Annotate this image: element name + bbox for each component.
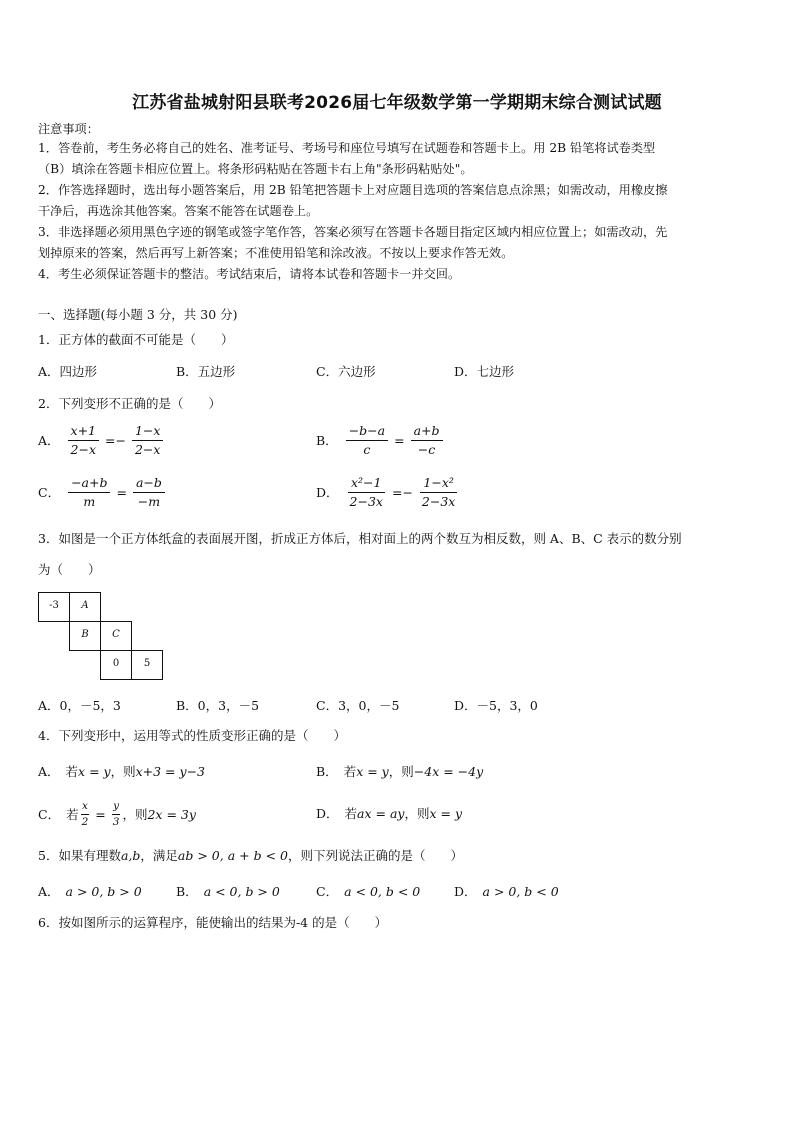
text: 若 [66, 807, 79, 822]
q4-option-c[interactable] [38, 797, 196, 831]
text: ，则 [110, 764, 136, 779]
math: ab > 0, a + b < 0 [177, 847, 288, 863]
option-label: C． [38, 807, 61, 822]
equals-sign: =− [391, 484, 413, 500]
notice-line: 3．非选择题必须用黑色字迹的钢笔或签字笔作答，答案必须写在答题卡各题目指定区域内相应位置上；如需改动，先 [38, 225, 668, 239]
question-5-stem [38, 846, 463, 864]
question-6-stem: 6．按如图所示的运算程序，能使输出的结果为-4 的是（ ） [38, 915, 388, 930]
text: 若 [343, 764, 357, 779]
net-cell: C [100, 621, 132, 651]
q4-option-b[interactable] [316, 762, 483, 780]
option-label: A． [38, 764, 60, 779]
question-3-stem-cont: 为（ ） [38, 562, 101, 577]
option-label: D． [454, 884, 477, 899]
math: a,b [120, 847, 141, 863]
q2-option-a[interactable] [38, 420, 165, 460]
q3-option-a[interactable]: A．0，－5，3 [38, 698, 121, 713]
q5-option-a[interactable] [38, 882, 142, 900]
text: ，则 [404, 806, 430, 821]
notice-line: 干净后，再选涂其他答案。答案不能答在试题卷上。 [38, 204, 319, 218]
q2-option-c[interactable] [38, 472, 167, 512]
q2-option-b[interactable] [316, 420, 445, 460]
net-cell: 5 [131, 650, 163, 680]
question-4-stem: 4．下列变形中，运用等式的性质变形正确的是（ ） [38, 728, 346, 743]
option-label: A． [38, 884, 60, 899]
fraction: $\frac{x+1}{2-x}$ [68, 424, 99, 457]
q4-option-a[interactable] [38, 762, 205, 780]
math: a < 0, b < 0 [344, 883, 421, 899]
math: ax = ay [357, 805, 405, 821]
q5-option-b[interactable] [176, 882, 280, 900]
notice-line: 1．答卷前，考生务必将自己的姓名、准考证号、考场号和座位号填写在试题卷和答题卡上。用 2B 铅笔将试卷类型 [38, 141, 656, 155]
text: 若 [65, 764, 79, 779]
q2-option-d[interactable] [316, 472, 460, 512]
notice-line: （B）填涂在答题卡相应位置上。将条形码粘贴在答题卡右上角"条形码粘贴处"。 [38, 162, 473, 176]
text: ，则 [122, 807, 148, 822]
q4-option-d[interactable] [316, 804, 462, 822]
text: ，则 [388, 764, 414, 779]
text: ，满足 [140, 848, 178, 863]
equals-sign: = [394, 432, 405, 448]
question-1-stem: 1．正方体的截面不可能是（ ） [38, 332, 234, 347]
question-2-stem: 2．下列变形不正确的是（ ） [38, 396, 221, 411]
text: ，则下列说法正确的是（ ） [287, 848, 463, 863]
option-label: A． [38, 433, 60, 448]
math: x = y [78, 763, 111, 779]
notice-line: 4．考生必须保证答题卡的整洁。考试结束后，请将本试卷和答题卡一并交回。 [38, 267, 461, 281]
fraction: $\frac{y}{3}$ [112, 799, 120, 828]
equals-sign: = [116, 484, 127, 500]
q1-option-a[interactable]: A．四边形 [38, 364, 98, 379]
text: 5．如果有理数 [38, 848, 121, 863]
equals-sign: = [95, 806, 106, 822]
fraction: $\frac{-a+b}{m}$ [68, 476, 110, 509]
option-label: B． [316, 433, 338, 448]
q3-option-c[interactable]: C．3，0，－5 [316, 698, 400, 713]
q1-option-c[interactable]: C．六边形 [316, 364, 376, 379]
option-label: D． [316, 806, 339, 821]
fraction: $\frac{a+b}{-c}$ [411, 424, 443, 457]
fraction: $\frac{-b-a}{c}$ [346, 424, 388, 457]
fraction: $\frac{1-x}{2-x}$ [132, 424, 163, 457]
option-label: D． [316, 485, 339, 500]
math: a > 0, b < 0 [482, 883, 559, 899]
q5-option-c[interactable] [316, 882, 420, 900]
net-cell: B [69, 621, 101, 651]
cube-net-figure [38, 592, 168, 684]
option-label: B． [316, 764, 338, 779]
option-label: C． [38, 485, 61, 500]
option-label: B． [176, 884, 198, 899]
option-label: C． [316, 884, 339, 899]
math: x = y [356, 763, 389, 779]
fraction: $\frac{a-b}{-m}$ [133, 476, 165, 509]
fraction: $\frac{\text{1−x²}}{2-3x}$ [421, 474, 456, 509]
net-cell: -3 [38, 592, 70, 622]
fraction: $\frac{\text{x²−1}}{2-3x}$ [349, 474, 383, 509]
q1-option-d[interactable]: D．七边形 [454, 364, 515, 379]
page-title: 江苏省盐城射阳县联考2026届七年级数学第一学期期末综合测试试题 [132, 93, 662, 113]
math: a > 0, b > 0 [65, 883, 142, 899]
equals-sign: =− [105, 432, 126, 448]
notice-heading: 注意事项： [38, 122, 99, 136]
q5-option-d[interactable] [454, 882, 559, 900]
q3-option-d[interactable]: D．－5，3，0 [454, 698, 538, 713]
text: 若 [344, 806, 358, 821]
math: −4x = −4y [413, 763, 484, 779]
math: 2x = 3y [147, 806, 196, 822]
math: x = y [429, 805, 463, 821]
question-3-stem: 3．如图是一个正方体纸盒的表面展开图，折成正方体后，相对面上的两个数互为相反数，则 A、B、C 表示的数分别 [38, 531, 682, 546]
section-heading: 一、选择题(每小题 3 分，共 30 分) [38, 307, 238, 322]
math: a < 0, b > 0 [203, 883, 280, 899]
notice-line: 2．作答选择题时，选出每小题答案后，用 2B 铅笔把答题卡上对应题目选项的答案信息点涂黑；如需改动，用橡皮擦 [38, 183, 668, 197]
notice-line: 划掉原来的答案，然后再写上新答案；不准使用铅笔和涂改液。不按以上要求作答无效。 [38, 246, 514, 260]
q3-option-b[interactable]: B．0，3，－5 [176, 698, 260, 713]
net-cell: A [69, 592, 101, 622]
net-cell: 0 [100, 650, 132, 680]
q1-option-b[interactable]: B．五边形 [176, 364, 236, 379]
fraction: $\frac{x}{2}$ [81, 799, 89, 828]
math: x+3 = y−3 [135, 763, 205, 779]
